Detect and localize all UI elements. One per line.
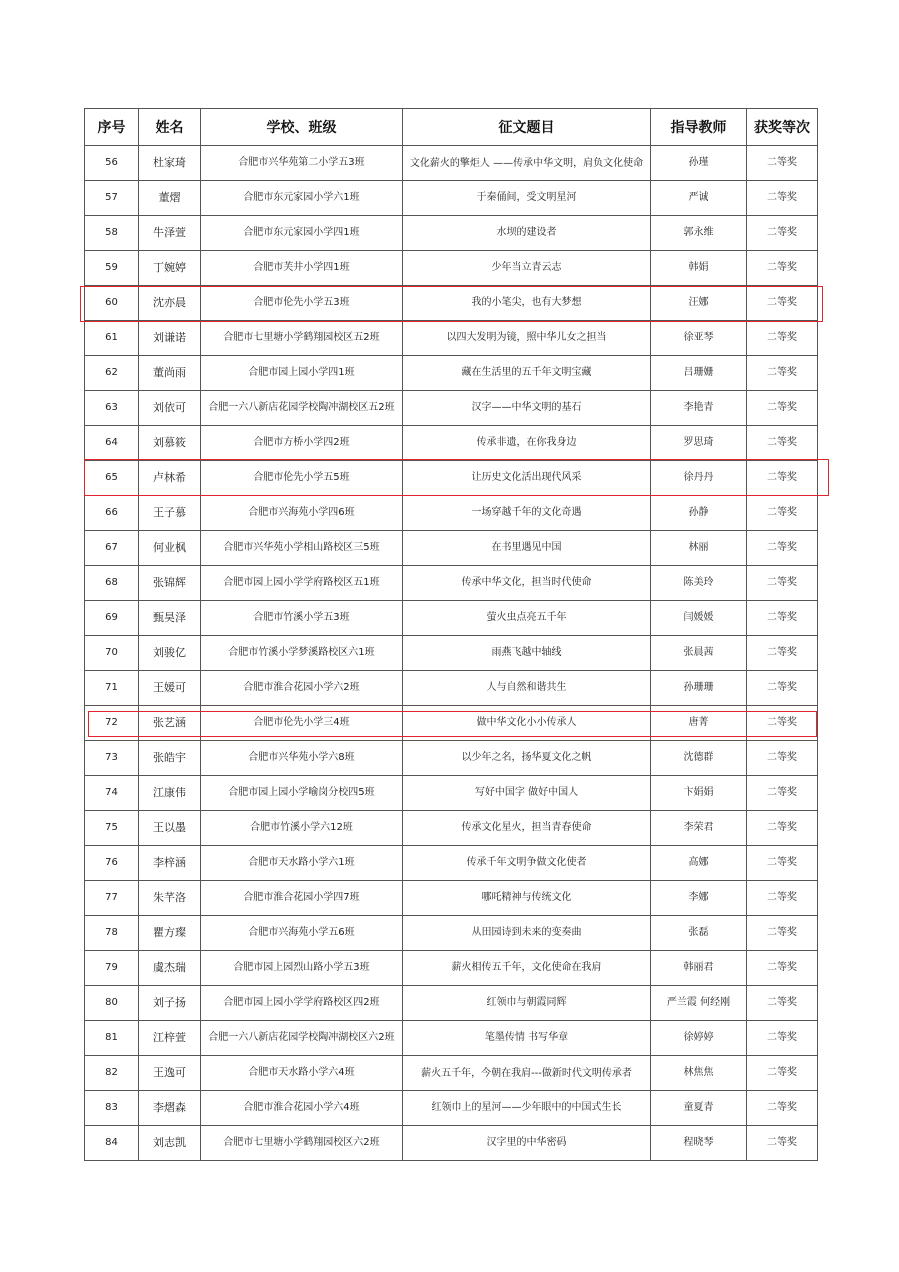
table-row (85, 846, 818, 881)
table-row (85, 881, 818, 916)
school-class: 合肥市园上园小学学府路校区五1班 (201, 566, 403, 601)
header-no: 序号 (85, 109, 139, 146)
table-row (85, 391, 818, 426)
award-table (84, 108, 818, 1161)
student-name: 李梓涵 (139, 846, 201, 881)
school-class: 合肥市竹溪小学五3班 (201, 601, 403, 636)
essay-title: 做中华文化小小传承人 (403, 706, 651, 741)
school-class: 合肥市七里塘小学鹤翔园校区五2班 (201, 321, 403, 356)
teacher-name: 孙珊珊 (651, 671, 747, 706)
student-name: 刘子扬 (139, 986, 201, 1021)
award-level: 二等奖 (747, 1056, 818, 1091)
student-name: 刘依可 (139, 391, 201, 426)
award-level: 二等奖 (747, 881, 818, 916)
teacher-name: 张磊 (651, 916, 747, 951)
row-number: 67 (85, 531, 139, 566)
award-level: 二等奖 (747, 741, 818, 776)
teacher-name: 唐菁 (651, 706, 747, 741)
award-level: 二等奖 (747, 356, 818, 391)
table-row (85, 671, 818, 706)
student-name: 董熠 (139, 181, 201, 216)
table-row (85, 811, 818, 846)
essay-title: 薪火五千年，今朝在我肩---做新时代文明传承者 (403, 1056, 651, 1091)
row-number: 78 (85, 916, 139, 951)
table-row (85, 496, 818, 531)
essay-title: 让历史文化活出现代风采 (403, 461, 651, 496)
teacher-name: 沈德群 (651, 741, 747, 776)
teacher-name: 林丽 (651, 531, 747, 566)
table-row (85, 426, 818, 461)
award-level: 二等奖 (747, 601, 818, 636)
school-class: 合肥一六八新店花园学校陶冲湖校区五2班 (201, 391, 403, 426)
school-class: 合肥市兴海苑小学五6班 (201, 916, 403, 951)
row-number: 77 (85, 881, 139, 916)
student-name: 刘慕筱 (139, 426, 201, 461)
student-name: 张皓宇 (139, 741, 201, 776)
row-number: 83 (85, 1091, 139, 1126)
award-level: 二等奖 (747, 811, 818, 846)
essay-title: 于秦俑间，受文明星河 (403, 181, 651, 216)
table-row (85, 1126, 818, 1161)
row-number: 57 (85, 181, 139, 216)
award-level: 二等奖 (747, 461, 818, 496)
student-name: 杜家琦 (139, 146, 201, 181)
school-class: 合肥市兴海苑小学四6班 (201, 496, 403, 531)
row-number: 60 (85, 286, 139, 321)
teacher-name: 陈美玲 (651, 566, 747, 601)
award-list-sheet (84, 108, 817, 1161)
essay-title: 人与自然和谐共生 (403, 671, 651, 706)
table-row (85, 531, 818, 566)
essay-title: 在书里遇见中国 (403, 531, 651, 566)
school-class: 合肥市竹溪小学梦溪路校区六1班 (201, 636, 403, 671)
row-number: 58 (85, 216, 139, 251)
teacher-name: 吕珊姗 (651, 356, 747, 391)
student-name: 刘谦诺 (139, 321, 201, 356)
student-name: 卢林希 (139, 461, 201, 496)
teacher-name: 李荣君 (651, 811, 747, 846)
teacher-name: 孙瑾 (651, 146, 747, 181)
student-name: 朱芊洛 (139, 881, 201, 916)
award-level: 二等奖 (747, 496, 818, 531)
row-number: 84 (85, 1126, 139, 1161)
table-row (85, 706, 818, 741)
teacher-name: 徐丹丹 (651, 461, 747, 496)
award-level: 二等奖 (747, 1091, 818, 1126)
table-header-row (85, 109, 818, 146)
school-class: 合肥市竹溪小学六12班 (201, 811, 403, 846)
student-name: 牛泽萱 (139, 216, 201, 251)
essay-title: 萤火虫点亮五千年 (403, 601, 651, 636)
teacher-name: 高娜 (651, 846, 747, 881)
school-class: 合肥市兴华苑小学六8班 (201, 741, 403, 776)
teacher-name: 韩娟 (651, 251, 747, 286)
teacher-name: 徐婷婷 (651, 1021, 747, 1056)
table-row (85, 356, 818, 391)
row-number: 64 (85, 426, 139, 461)
teacher-name: 严兰霞 何经刚 (651, 986, 747, 1021)
student-name: 王子慕 (139, 496, 201, 531)
award-level: 二等奖 (747, 321, 818, 356)
award-level: 二等奖 (747, 636, 818, 671)
teacher-name: 郭永维 (651, 216, 747, 251)
essay-title: 一场穿越千年的文化奇遇 (403, 496, 651, 531)
award-level: 二等奖 (747, 531, 818, 566)
award-level: 二等奖 (747, 1021, 818, 1056)
row-number: 73 (85, 741, 139, 776)
school-class: 合肥市天水路小学六1班 (201, 846, 403, 881)
teacher-name: 张晨茜 (651, 636, 747, 671)
school-class: 合肥市兴华苑第二小学五3班 (201, 146, 403, 181)
student-name: 董尚雨 (139, 356, 201, 391)
student-name: 刘志凯 (139, 1126, 201, 1161)
school-class: 合肥市兴华苑小学相山路校区三5班 (201, 531, 403, 566)
school-class: 合肥市七里塘小学鹤翔园校区六2班 (201, 1126, 403, 1161)
essay-title: 汉字——中华文明的基石 (403, 391, 651, 426)
table-row (85, 566, 818, 601)
row-number: 66 (85, 496, 139, 531)
row-number: 70 (85, 636, 139, 671)
table-row (85, 776, 818, 811)
row-number: 75 (85, 811, 139, 846)
row-number: 81 (85, 1021, 139, 1056)
student-name: 张锦辉 (139, 566, 201, 601)
teacher-name: 罗思琦 (651, 426, 747, 461)
award-level: 二等奖 (747, 706, 818, 741)
school-class: 合肥市园上园小学喻岗分校四5班 (201, 776, 403, 811)
essay-title: 哪吒精神与传统文化 (403, 881, 651, 916)
essay-title: 红领巾上的星河——少年眼中的中国式生长 (403, 1091, 651, 1126)
teacher-name: 韩丽君 (651, 951, 747, 986)
essay-title: 文化薪火的擎炬人 ——传承中华文明，肩负文化使命 (403, 146, 651, 181)
student-name: 王逸可 (139, 1056, 201, 1091)
award-level: 二等奖 (747, 216, 818, 251)
table-row (85, 1021, 818, 1056)
row-number: 76 (85, 846, 139, 881)
row-number: 65 (85, 461, 139, 496)
row-number: 74 (85, 776, 139, 811)
table-row (85, 216, 818, 251)
essay-title: 红领巾与朝霞同辉 (403, 986, 651, 1021)
essay-title: 雨燕飞越中轴线 (403, 636, 651, 671)
teacher-name: 孙静 (651, 496, 747, 531)
teacher-name: 程晓琴 (651, 1126, 747, 1161)
row-number: 79 (85, 951, 139, 986)
teacher-name: 林焦焦 (651, 1056, 747, 1091)
award-level: 二等奖 (747, 951, 818, 986)
row-number: 82 (85, 1056, 139, 1091)
school-class: 合肥市方桥小学四2班 (201, 426, 403, 461)
student-name: 刘骏亿 (139, 636, 201, 671)
table-row (85, 951, 818, 986)
essay-title: 藏在生活里的五千年文明宝藏 (403, 356, 651, 391)
student-name: 沈亦晨 (139, 286, 201, 321)
teacher-name: 严诚 (651, 181, 747, 216)
student-name: 王媛可 (139, 671, 201, 706)
school-class: 合肥市淮合花园小学六4班 (201, 1091, 403, 1126)
student-name: 何业枫 (139, 531, 201, 566)
table-row (85, 916, 818, 951)
essay-title: 笔墨传情 书写华章 (403, 1021, 651, 1056)
essay-title: 水坝的建设者 (403, 216, 651, 251)
school-class: 合肥市东元家园小学四1班 (201, 216, 403, 251)
teacher-name: 徐亚琴 (651, 321, 747, 356)
student-name: 王以墨 (139, 811, 201, 846)
student-name: 丁婉婷 (139, 251, 201, 286)
school-class: 合肥一六八新店花园学校陶冲湖校区六2班 (201, 1021, 403, 1056)
row-number: 61 (85, 321, 139, 356)
row-number: 59 (85, 251, 139, 286)
essay-title: 传承非遗，在你我身边 (403, 426, 651, 461)
table-row (85, 741, 818, 776)
header-title: 征文题目 (403, 109, 651, 146)
table-row (85, 461, 818, 496)
row-number: 80 (85, 986, 139, 1021)
table-row (85, 181, 818, 216)
student-name: 张艺涵 (139, 706, 201, 741)
student-name: 虞杰瑞 (139, 951, 201, 986)
school-class: 合肥市伦先小学三4班 (201, 706, 403, 741)
table-row (85, 1056, 818, 1091)
award-level: 二等奖 (747, 426, 818, 461)
table-row (85, 251, 818, 286)
essay-title: 从田园诗到未来的变奏曲 (403, 916, 651, 951)
student-name: 江梓萱 (139, 1021, 201, 1056)
table-body (85, 146, 818, 1161)
essay-title: 以四大发明为镜，照中华儿女之担当 (403, 321, 651, 356)
award-level: 二等奖 (747, 776, 818, 811)
row-number: 71 (85, 671, 139, 706)
table-row (85, 321, 818, 356)
teacher-name: 卞娟娟 (651, 776, 747, 811)
school-class: 合肥市天水路小学六4班 (201, 1056, 403, 1091)
award-level: 二等奖 (747, 181, 818, 216)
essay-title: 我的小笔尖，也有大梦想 (403, 286, 651, 321)
school-class: 合肥市园上园小学四1班 (201, 356, 403, 391)
school-class: 合肥市伦先小学五3班 (201, 286, 403, 321)
award-level: 二等奖 (747, 391, 818, 426)
essay-title: 少年当立青云志 (403, 251, 651, 286)
school-class: 合肥市园上园烈山路小学五3班 (201, 951, 403, 986)
school-class: 合肥市淮合花园小学六2班 (201, 671, 403, 706)
school-class: 合肥市东元家园小学六1班 (201, 181, 403, 216)
essay-title: 薪火相传五千年，文化使命在我肩 (403, 951, 651, 986)
teacher-name: 李艳青 (651, 391, 747, 426)
table-row (85, 1091, 818, 1126)
student-name: 甄昊泽 (139, 601, 201, 636)
row-number: 69 (85, 601, 139, 636)
header-school: 学校、班级 (201, 109, 403, 146)
table-row (85, 601, 818, 636)
table-row (85, 146, 818, 181)
teacher-name: 汪娜 (651, 286, 747, 321)
award-level: 二等奖 (747, 251, 818, 286)
student-name: 李熠森 (139, 1091, 201, 1126)
school-class: 合肥市园上园小学学府路校区四2班 (201, 986, 403, 1021)
essay-title: 汉字里的中华密码 (403, 1126, 651, 1161)
row-number: 63 (85, 391, 139, 426)
award-level: 二等奖 (747, 146, 818, 181)
essay-title: 写好中国字 做好中国人 (403, 776, 651, 811)
table-row (85, 286, 818, 321)
teacher-name: 童夏青 (651, 1091, 747, 1126)
award-level: 二等奖 (747, 671, 818, 706)
teacher-name: 李娜 (651, 881, 747, 916)
award-level: 二等奖 (747, 286, 818, 321)
award-level: 二等奖 (747, 916, 818, 951)
header-award: 获奖等次 (747, 109, 818, 146)
school-class: 合肥市淮合花园小学四7班 (201, 881, 403, 916)
row-number: 72 (85, 706, 139, 741)
essay-title: 传承千年文明争做文化使者 (403, 846, 651, 881)
essay-title: 以少年之名，扬华夏文化之帆 (403, 741, 651, 776)
row-number: 68 (85, 566, 139, 601)
essay-title: 传承中华文化，担当时代使命 (403, 566, 651, 601)
table-row (85, 636, 818, 671)
school-class: 合肥市伦先小学五5班 (201, 461, 403, 496)
award-level: 二等奖 (747, 566, 818, 601)
essay-title: 传承文化星火，担当青春使命 (403, 811, 651, 846)
award-level: 二等奖 (747, 1126, 818, 1161)
student-name: 江康伟 (139, 776, 201, 811)
student-name: 瞿方璨 (139, 916, 201, 951)
school-class: 合肥市芙井小学四1班 (201, 251, 403, 286)
header-teacher: 指导教师 (651, 109, 747, 146)
award-level: 二等奖 (747, 986, 818, 1021)
teacher-name: 闫媛媛 (651, 601, 747, 636)
row-number: 62 (85, 356, 139, 391)
award-level: 二等奖 (747, 846, 818, 881)
header-name: 姓名 (139, 109, 201, 146)
table-row (85, 986, 818, 1021)
row-number: 56 (85, 146, 139, 181)
